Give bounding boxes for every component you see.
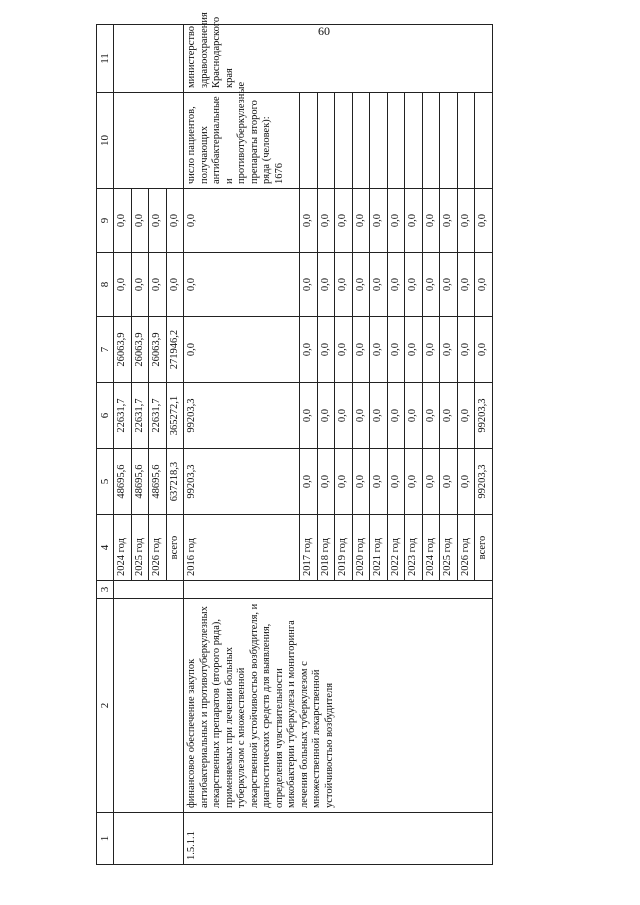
value-cell: 99203,3 — [475, 383, 493, 449]
value-cell: 0,0 — [335, 383, 353, 449]
value-cell: 0,0 — [370, 253, 388, 317]
year-cell: 2018 год — [317, 515, 335, 581]
year-cell: 2017 год — [300, 515, 318, 581]
cell-empty — [475, 93, 493, 189]
value-cell: 637218,3 — [166, 449, 184, 515]
value-cell: 0,0 — [370, 449, 388, 515]
value-cell: 0,0 — [422, 449, 440, 515]
year-cell: 2024 год — [422, 515, 440, 581]
value-cell: 0,0 — [422, 383, 440, 449]
value-cell: 0,0 — [300, 317, 318, 383]
value-cell: 0,0 — [387, 383, 405, 449]
value-cell: 0,0 — [149, 253, 167, 317]
value-cell: 0,0 — [184, 253, 300, 317]
value-cell: 22631,7 — [149, 383, 167, 449]
col-header-4: 4 — [97, 515, 114, 581]
value-cell: 0,0 — [166, 189, 184, 253]
cell-empty — [300, 93, 318, 189]
value-cell: 0,0 — [457, 189, 475, 253]
value-cell: 48695,6 — [114, 449, 132, 515]
col-header-1: 1 — [97, 813, 114, 865]
value-cell: 0,0 — [440, 317, 458, 383]
table-row — [184, 25, 300, 865]
value-cell: 0,0 — [440, 253, 458, 317]
year-cell: 2025 год — [440, 515, 458, 581]
year-cell: 2026 год — [457, 515, 475, 581]
value-cell: 0,0 — [405, 317, 423, 383]
table-row — [114, 25, 132, 865]
item-description-cell: финансовое обеспечение закупок антибактериальных и противотуберкулезных лекарственных препаратов (второго ряда), применяемых при лечении больных туберкулезом с множественной лекарственной устойчивостью возбудителя, и диагностических средств для выявления, определения чувствительности микобактерии туберкулеза и мониторинга лечения больных туберкулезом с множественной лекарственной устойчивостью возбудителя — [184, 599, 493, 813]
value-cell: 0,0 — [387, 449, 405, 515]
col-header-7: 7 — [97, 317, 114, 383]
col-header-8: 8 — [97, 253, 114, 317]
total-label-cell: всего — [166, 515, 184, 581]
year-cell: 2019 год — [335, 515, 353, 581]
value-cell: 48695,6 — [131, 449, 149, 515]
value-cell: 0,0 — [422, 189, 440, 253]
value-cell: 0,0 — [335, 189, 353, 253]
value-cell: 0,0 — [370, 317, 388, 383]
value-cell: 0,0 — [352, 383, 370, 449]
value-cell: 0,0 — [370, 189, 388, 253]
cell-empty — [370, 93, 388, 189]
value-cell: 99203,3 — [184, 383, 300, 449]
cell-empty — [352, 93, 370, 189]
value-cell: 0,0 — [166, 253, 184, 317]
value-cell: 0,0 — [457, 383, 475, 449]
cell-empty — [114, 813, 184, 865]
col-header-11: 11 — [97, 25, 114, 93]
col-header-3: 3 — [97, 581, 114, 599]
value-cell: 0,0 — [387, 189, 405, 253]
cell-empty — [114, 93, 184, 189]
value-cell: 0,0 — [475, 189, 493, 253]
value-cell: 0,0 — [114, 253, 132, 317]
cell-empty — [114, 599, 184, 813]
indicator-cell: число пациентов, получающих антибактериальные и противотуберкулезные препараты второго ряда (человек): 1676 — [184, 93, 300, 189]
value-cell: 0,0 — [405, 449, 423, 515]
value-cell: 0,0 — [352, 449, 370, 515]
value-cell: 0,0 — [317, 383, 335, 449]
value-cell: 0,0 — [370, 383, 388, 449]
value-cell: 0,0 — [352, 253, 370, 317]
value-cell: 0,0 — [405, 189, 423, 253]
value-cell: 0,0 — [317, 189, 335, 253]
year-cell: 2016 год — [184, 515, 300, 581]
cell-empty — [114, 581, 184, 599]
value-cell: 0,0 — [387, 317, 405, 383]
value-cell: 0,0 — [352, 189, 370, 253]
value-cell: 0,0 — [457, 317, 475, 383]
col-header-9: 9 — [97, 189, 114, 253]
value-cell: 0,0 — [317, 253, 335, 317]
value-cell: 22631,7 — [114, 383, 132, 449]
col-header-2: 2 — [97, 599, 114, 813]
value-cell: 99203,3 — [475, 449, 493, 515]
value-cell: 0,0 — [335, 317, 353, 383]
rotated-table-container — [96, 12, 604, 865]
cell-empty — [387, 93, 405, 189]
col-header-6: 6 — [97, 383, 114, 449]
value-cell: 0,0 — [131, 189, 149, 253]
value-cell: 26063,9 — [114, 317, 132, 383]
item-code-cell: 1.5.1.1 — [184, 813, 493, 865]
value-cell: 0,0 — [422, 317, 440, 383]
cell-empty — [422, 93, 440, 189]
value-cell: 0,0 — [131, 253, 149, 317]
value-cell: 0,0 — [335, 449, 353, 515]
col-header-5: 5 — [97, 449, 114, 515]
value-cell: 0,0 — [475, 317, 493, 383]
cell-empty — [335, 93, 353, 189]
cell-empty — [405, 93, 423, 189]
year-cell: 2025 год — [131, 515, 149, 581]
cell-empty — [457, 93, 475, 189]
cell-empty — [317, 93, 335, 189]
cell-empty — [184, 581, 493, 599]
value-cell: 48695,6 — [149, 449, 167, 515]
year-cell: 2023 год — [405, 515, 423, 581]
year-cell: 2021 год — [370, 515, 388, 581]
value-cell: 0,0 — [300, 253, 318, 317]
year-cell: 2022 год — [387, 515, 405, 581]
year-cell: 2026 год — [149, 515, 167, 581]
value-cell: 0,0 — [440, 449, 458, 515]
value-cell: 0,0 — [335, 253, 353, 317]
total-label-cell: всего — [475, 515, 493, 581]
value-cell: 99203,3 — [184, 449, 300, 515]
value-cell: 0,0 — [440, 189, 458, 253]
page-number: 60 — [318, 24, 330, 38]
value-cell: 26063,9 — [131, 317, 149, 383]
value-cell: 0,0 — [317, 449, 335, 515]
value-cell: 0,0 — [149, 189, 167, 253]
value-cell: 0,0 — [422, 253, 440, 317]
executor-cell: министерство здравоохранения Краснодарского края — [184, 25, 493, 93]
value-cell: 0,0 — [457, 253, 475, 317]
value-cell: 0,0 — [184, 317, 300, 383]
value-cell: 0,0 — [114, 189, 132, 253]
value-cell: 0,0 — [457, 449, 475, 515]
value-cell: 0,0 — [405, 253, 423, 317]
value-cell: 0,0 — [300, 383, 318, 449]
program-table — [96, 12, 493, 865]
value-cell: 0,0 — [300, 189, 318, 253]
value-cell: 365272,1 — [166, 383, 184, 449]
cell-empty — [114, 25, 184, 93]
value-cell: 0,0 — [317, 317, 335, 383]
header-row — [97, 25, 114, 865]
value-cell: 271946,2 — [166, 317, 184, 383]
value-cell: 0,0 — [300, 449, 318, 515]
value-cell: 26063,9 — [149, 317, 167, 383]
value-cell: 0,0 — [475, 253, 493, 317]
value-cell: 22631,7 — [131, 383, 149, 449]
year-cell: 2020 год — [352, 515, 370, 581]
year-cell: 2024 год — [114, 515, 132, 581]
value-cell: 0,0 — [405, 383, 423, 449]
value-cell: 0,0 — [184, 189, 300, 253]
value-cell: 0,0 — [440, 383, 458, 449]
value-cell: 0,0 — [387, 253, 405, 317]
col-header-10: 10 — [97, 93, 114, 189]
cell-empty — [440, 93, 458, 189]
value-cell: 0,0 — [352, 317, 370, 383]
